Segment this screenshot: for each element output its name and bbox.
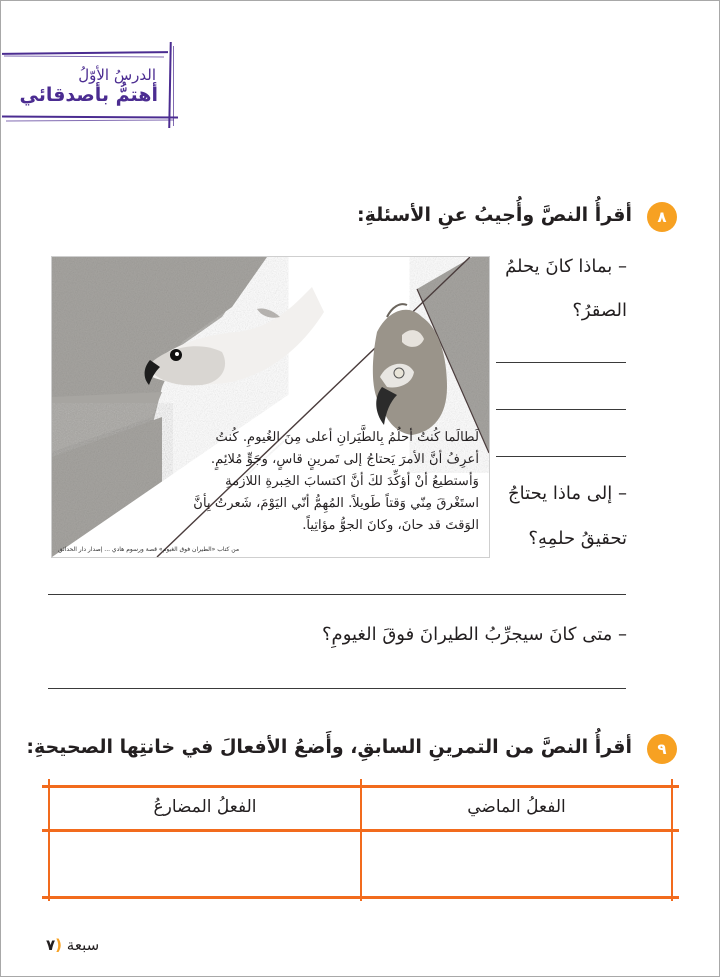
box-border bbox=[173, 46, 174, 126]
question-1-line-1: – بماذا كانَ يحلمُ bbox=[505, 256, 627, 277]
verb-table bbox=[48, 785, 673, 898]
page-bracket: ( bbox=[55, 936, 63, 954]
question-2-line-2: تحقيقُ حلمِهِ؟ bbox=[528, 528, 627, 549]
question-2-line-1: – إلى ماذا يحتاجُ bbox=[508, 483, 627, 504]
box-border bbox=[4, 55, 164, 57]
answer-line[interactable] bbox=[496, 456, 626, 457]
answer-line[interactable] bbox=[48, 688, 626, 689]
column-header-past-tense: الفعلُ الماضي bbox=[467, 797, 566, 817]
story-line: أعرِفُ أنَّ الأمرَ يَحتاجُ إلى تَمرينٍ قاسٍ، وجَوٍّ مُلائِمٍ. bbox=[210, 452, 479, 467]
lesson-header-box bbox=[2, 48, 168, 106]
story-text bbox=[59, 427, 479, 537]
story-line: وَأستطيعُ أنْ أؤكِّدَ لكَ أنَّ اكتسابَ الخِبرةِ اللازمةِ bbox=[225, 474, 479, 489]
lesson-title: أهتمُّ بأصدقائي bbox=[19, 84, 158, 106]
exercise-9-badge: ٩ bbox=[647, 734, 677, 764]
answer-line[interactable] bbox=[48, 594, 626, 595]
lesson-subtitle: الدرسُ الأوّلُ bbox=[78, 66, 156, 84]
page-number-word: سبعة bbox=[66, 936, 100, 954]
box-border bbox=[2, 51, 168, 55]
story-caption: من كتاب «الطيران فوق الغيوم» قصة ورسوم هادي ... إصدار دار الحدائق bbox=[58, 546, 240, 553]
past-tense-answer-cell[interactable] bbox=[362, 832, 671, 896]
exercise-8-badge: ٨ bbox=[647, 202, 677, 232]
table-border bbox=[671, 779, 673, 901]
question-1-line-2: الصقرُ؟ bbox=[572, 300, 627, 321]
story-line: لَطالَما كُنتُ أحلُمُ بِالطَّيَرانِ أعلى مِنَ الغُيومِ. كُنتُ bbox=[215, 430, 479, 445]
present-tense-answer-cell[interactable] bbox=[50, 832, 360, 896]
question-3: – متى كانَ سيجرِّبُ الطيرانَ فوقَ الغيومِ؟ bbox=[322, 624, 627, 645]
story-line: الوَقتَ قد حانَ، وكانَ الجوُّ مؤاتِياً. bbox=[302, 518, 479, 533]
page-footer bbox=[46, 936, 99, 954]
exercise-9-instruction: أقرأُ النصَّ من التمرينِ السابقِ، وأَضعُ الأفعالَ في خانتِها الصحيحةِ: bbox=[26, 736, 632, 758]
answer-line[interactable] bbox=[496, 362, 626, 363]
story-line: استَغْرقَ مِنّي وَقتاً طَويلاً. المُهِمُّ أنّي اليَوْمَ، شَعرتُ بِأنَّ bbox=[193, 496, 479, 511]
answer-line[interactable] bbox=[496, 409, 626, 410]
exercise-8-instruction: أقرأُ النصَّ وأُجيبُ عنِ الأسئلةِ: bbox=[356, 204, 632, 226]
story-panel bbox=[51, 256, 490, 558]
column-header-present-tense: الفعلُ المضارعُ bbox=[153, 797, 257, 817]
page-number: ٧ bbox=[46, 936, 56, 954]
